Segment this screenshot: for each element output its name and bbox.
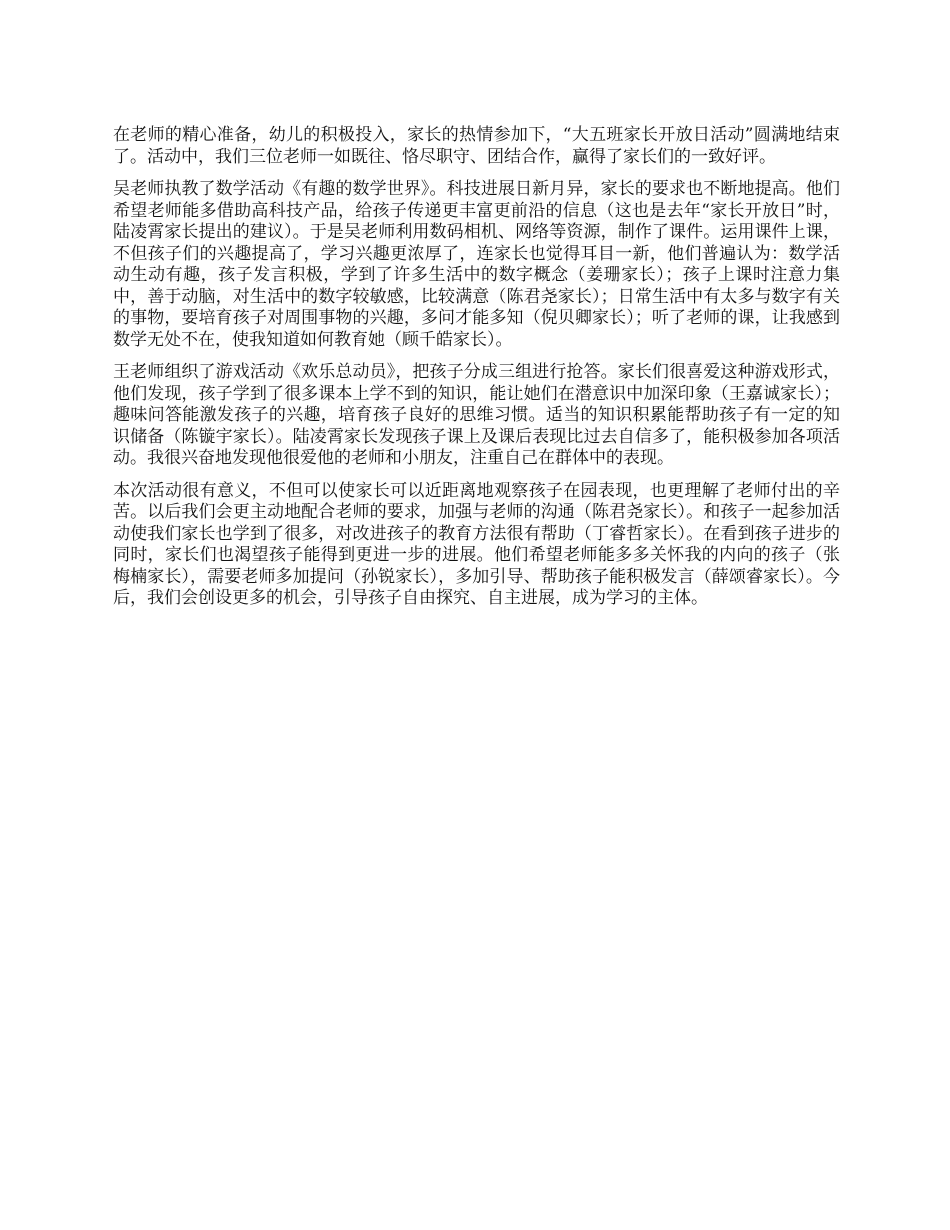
document-body	[113, 125, 840, 621]
paragraph-2: 吴老师执教了数学活动《有趣的数学世界》。科技进展日新月异，家长的要求也不断地提高。他们希望老师能多借助高科技产品，给孩子传递更丰富更前沿的信息（这也是去年“家长开放日”时，陆凌霄家长提出的建议）。于是吴老师利用数码相机、网络等资源，制作了课件。运用课件上课，不但孩子们的兴趣提高了，学习兴趣更浓厚了，连家长也觉得耳目一新，他们普遍认为：数学活动生动有趣，孩子发言积极，学到了许多生活中的数字概念（姜珊家长）；孩子上课时注意力集中，善于动脑，对生活中的数字较敏感，比较满意（陈君尧家长）；日常生活中有太多与数字有关的事物，要培育孩子对周围事物的兴趣，多问才能多知（倪贝卿家长）；听了老师的课，让我感到数学无处不在，使我知道如何教育她（顾千皓家长）。	[113, 179, 840, 350]
paragraph-4: 本次活动很有意义，不但可以使家长可以近距离地观察孩子在园表现，也更理解了老师付出的辛苦。以后我们会更主动地配合老师的要求，加强与老师的沟通（陈君尧家长）。和孩子一起参加活动使我们家长也学到了很多，对改进孩子的教育方法很有帮助（丁睿哲家长）。在看到孩子进步的同时，家长们也渴望孩子能得到更进一步的进展。他们希望老师能多多关怀我的内向的孩子（张梅楠家长），需要老师多加提问（孙锐家长），多加引导、帮助孩子能积极发言（薛颂睿家长）。今后，我们会创设更多的机会，引导孩子自由探究、自主进展，成为学习的主体。	[113, 480, 840, 608]
paragraph-1: 在老师的精心准备，幼儿的积极投入，家长的热情参加下，“大五班家长开放日活动”圆满地结束了。活动中，我们三位老师一如既往、恪尽职守、团结合作，赢得了家长们的一致好评。	[113, 125, 840, 167]
paragraph-3: 王老师组织了游戏活动《欢乐总动员》，把孩子分成三组进行抢答。家长们很喜爱这种游戏形式，他们发现，孩子学到了很多课本上学不到的知识，能让她们在潜意识中加深印象（王嘉诚家长）；趣味问答能激发孩子的兴趣，培育孩子良好的思维习惯。适当的知识积累能帮助孩子有一定的知识储备（陈镟宇家长）。陆凌霄家长发现孩子课上及课后表现比过去自信多了，能积极参加各项活动。我很兴奋地发现他很爱他的老师和小朋友，注重自己在群体中的表现。	[113, 362, 840, 468]
